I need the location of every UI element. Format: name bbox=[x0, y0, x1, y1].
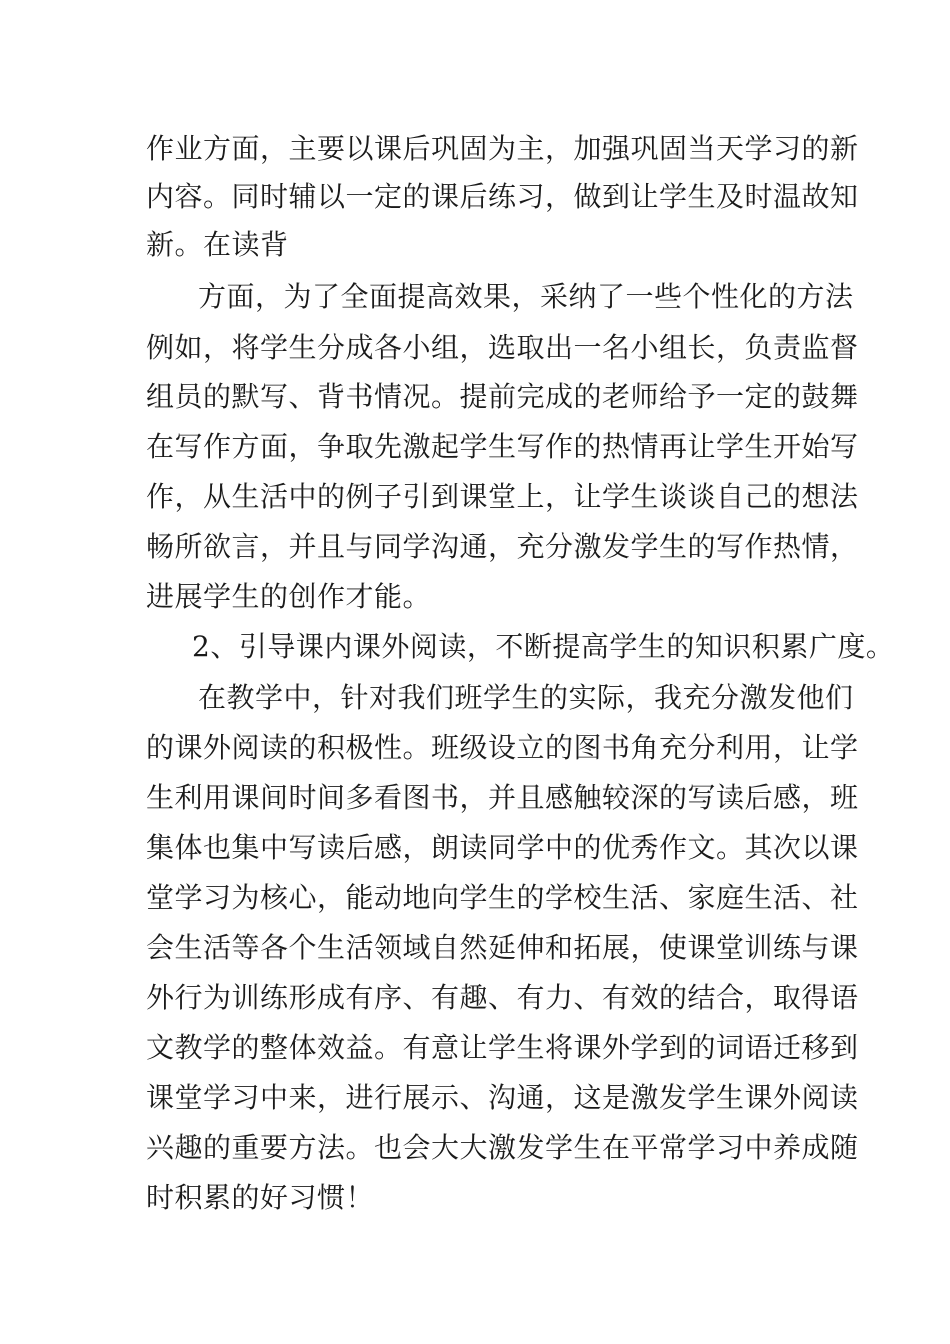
text-line: 会生活等各个生活领域自然延伸和拓展，使课堂训练与课 bbox=[146, 931, 859, 964]
text-line: 进展学生的创作才能。 bbox=[146, 580, 432, 613]
text-line: 作业方面，主要以课后巩固为主，加强巩固当天学习的新 bbox=[146, 132, 859, 165]
text-line: 集体也集中写读后感，朗读同学中的优秀作文。其次以课 bbox=[146, 831, 859, 864]
text-line: 在写作方面，争取先激起学生写作的热情再让学生开始写 bbox=[146, 430, 859, 463]
text-line: 畅所欲言，并且与同学沟通，充分激发学生的写作热情， bbox=[146, 530, 859, 563]
text-line: 方面，为了全面提高效果，采纳了一些个性化的方法 bbox=[198, 280, 854, 313]
text-line: 组员的默写、背书情况。提前完成的老师给予一定的鼓舞 bbox=[146, 380, 859, 413]
text-line: 生利用课间时间多看图书，并且感触较深的写读后感，班 bbox=[146, 781, 859, 814]
text-line: 外行为训练形成有序、有趣、有力、有效的结合，取得语 bbox=[146, 981, 859, 1014]
text-line: 的课外阅读的积极性。班级设立的图书角充分利用，让学 bbox=[146, 731, 859, 764]
text-line: 时积累的好习惯！ bbox=[146, 1181, 375, 1214]
text-line: 内容。同时辅以一定的课后练习，做到让学生及时温故知 bbox=[146, 180, 859, 213]
text-line: 堂学习为核心，能动地向学生的学校生活、家庭生活、社 bbox=[146, 881, 859, 914]
text-line: 课堂学习中来，进行展示、沟通，这是激发学生课外阅读 bbox=[146, 1081, 859, 1114]
text-line: 兴趣的重要方法。也会大大激发学生在平常学习中养成随 bbox=[146, 1131, 859, 1164]
text-line: 新。在读背 bbox=[146, 228, 289, 261]
text-line: 例如，将学生分成各小组，选取出一名小组长，负责监督 bbox=[146, 331, 859, 364]
text-line: 在教学中，针对我们班学生的实际，我充分激发他们 bbox=[198, 681, 854, 714]
text-line: 作，从生活中的例子引到课堂上，让学生谈谈自己的想法 bbox=[146, 480, 859, 513]
text-line: 文教学的整体效益。有意让学生将课外学到的词语迁移到 bbox=[146, 1031, 859, 1064]
text-line: 2、引导课内课外阅读，不断提高学生的知识积累广度。 bbox=[192, 630, 895, 663]
